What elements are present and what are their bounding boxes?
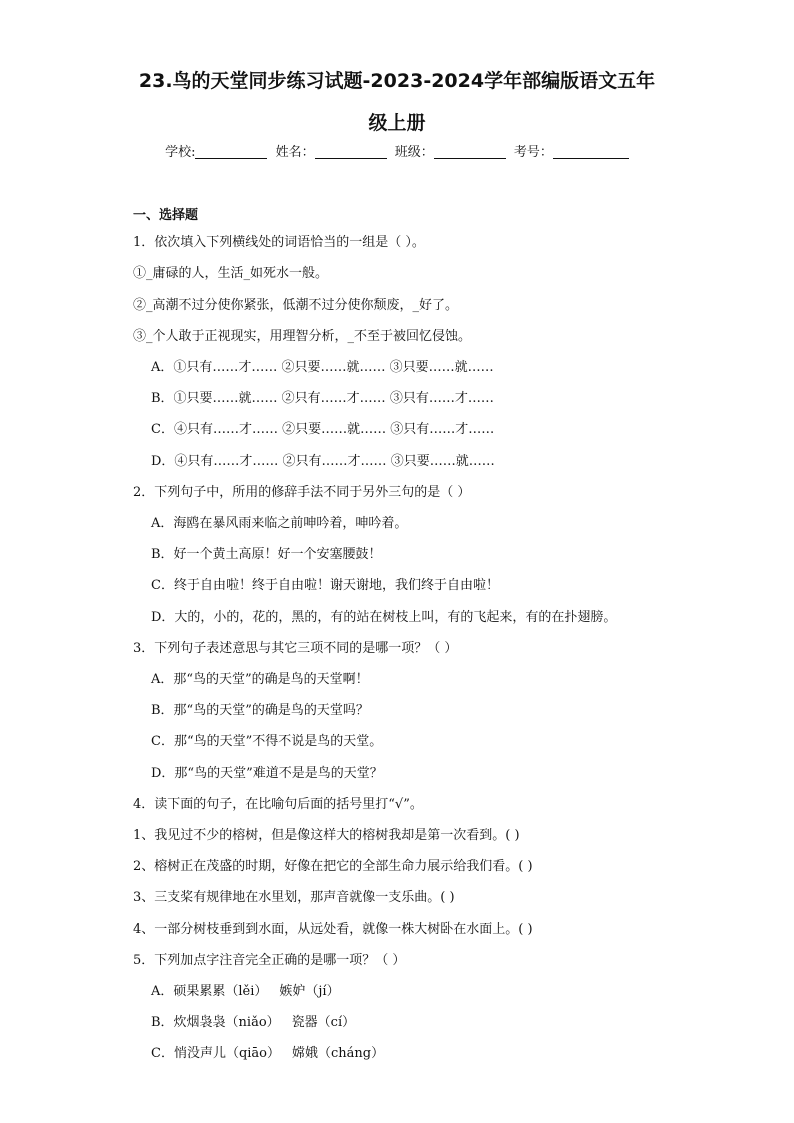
exam-no-blank bbox=[553, 144, 629, 159]
q5-option-a bbox=[151, 982, 340, 1002]
name-blank bbox=[315, 144, 387, 159]
student-info-row bbox=[0, 143, 794, 163]
q4-sentence-3: 3、三支桨有规律地在水里划，那声音就像一支乐曲。( ) bbox=[133, 890, 455, 905]
page-title-line1: 23.鸟的天堂同步练习试题-2023-2024学年部编版语文五年 bbox=[138, 70, 656, 92]
q2-option-c: C．终于自由啦！终于自由啦！谢天谢地，我们终于自由啦！ bbox=[151, 578, 499, 593]
q5-stem: 5．下列加点字注音完全正确的是哪一项？（ ） bbox=[133, 953, 406, 968]
q3-option-c: C．那“鸟的天堂”不得不说是鸟的天堂。 bbox=[151, 734, 383, 749]
q1-sentence-1: ①_庸碌的人，生活_如死水一般。 bbox=[133, 266, 329, 281]
q2-option-d: D．大的，小的，花的，黑的，有的站在树枝上叫，有的飞起来，有的在扑翅膀。 bbox=[151, 610, 617, 625]
q5-option-c-word1: C．悄没声儿（qiāo） bbox=[151, 1046, 281, 1061]
q5-option-b bbox=[151, 1013, 355, 1033]
q1-sentence-3: ③_个人敢于正视现实，用理智分析，_不至于被回忆侵蚀。 bbox=[133, 329, 472, 344]
q1-option-b: B．①只要……就…… ②只有……才…… ③只有……才…… bbox=[151, 391, 494, 406]
q3-option-d: D．那“鸟的天堂”难道不是是鸟的天堂？ bbox=[151, 766, 383, 781]
q5-option-b-word1: B．炊烟袅袅（niǎo） bbox=[151, 1015, 280, 1030]
q1-sentence-2: ②_高潮不过分使你紧张，低潮不过分使你颓废，_好了。 bbox=[133, 298, 459, 313]
q2-option-b: B．好一个黄土高原！好一个安塞腰鼓！ bbox=[151, 547, 382, 562]
q1-option-c: C．④只有……才…… ②只要……就…… ③只有……才…… bbox=[151, 422, 495, 437]
q2-stem: 2．下列句子中，所用的修辞手法不同于另外三句的是（ ） bbox=[133, 485, 471, 500]
q5-option-c-word2: 嫦娥（cháng） bbox=[292, 1046, 385, 1061]
q4-sentence-1: 1、我见过不少的榕树，但是像这样大的榕树我却是第一次看到。( ) bbox=[133, 828, 520, 843]
section-heading: 一、选择题 bbox=[133, 208, 199, 223]
q4-stem: 4．读下面的句子，在比喻句后面的括号里打“√”。 bbox=[133, 797, 423, 812]
name-label: 姓名： bbox=[275, 145, 315, 160]
q1-option-a: A．①只有……才…… ②只要……就…… ③只要……就…… bbox=[151, 360, 494, 375]
q5-option-a-word2: 嫉妒（jí） bbox=[279, 984, 340, 999]
q5-option-a-word1: A．硕果累累（lěi） bbox=[151, 984, 268, 999]
q5-option-c bbox=[151, 1044, 384, 1064]
q3-option-a: A．那“鸟的天堂”的确是鸟的天堂啊！ bbox=[151, 672, 369, 687]
class-label: 班级： bbox=[394, 145, 434, 160]
q4-sentence-4: 4、一部分树枝垂到到水面，从远处看，就像一株大树卧在水面上。( ) bbox=[133, 922, 533, 937]
school-label: 学校: bbox=[165, 145, 196, 160]
q3-stem: 3．下列句子表述意思与其它三项不同的是哪一项？（ ） bbox=[133, 641, 458, 656]
class-blank bbox=[434, 144, 506, 159]
q2-option-a: A．海鸥在暴风雨来临之前呻吟着，呻吟着。 bbox=[151, 516, 408, 531]
q1-option-d: D．④只有……才…… ②只有……才…… ③只要……就…… bbox=[151, 454, 495, 469]
q1-stem: 1．依次填入下列横线处的词语恰当的一组是（ ）。 bbox=[133, 235, 425, 250]
q3-option-b: B．那“鸟的天堂”的确是鸟的天堂吗？ bbox=[151, 703, 369, 718]
q4-sentence-2: 2、榕树正在茂盛的时期，好像在把它的全部生命力展示给我们看。( ) bbox=[133, 859, 533, 874]
school-blank bbox=[195, 144, 267, 159]
page-title-line2: 级上册 bbox=[368, 112, 426, 134]
q5-option-b-word2: 瓷器（cí） bbox=[291, 1015, 356, 1030]
exam-no-label: 考号： bbox=[513, 145, 553, 160]
